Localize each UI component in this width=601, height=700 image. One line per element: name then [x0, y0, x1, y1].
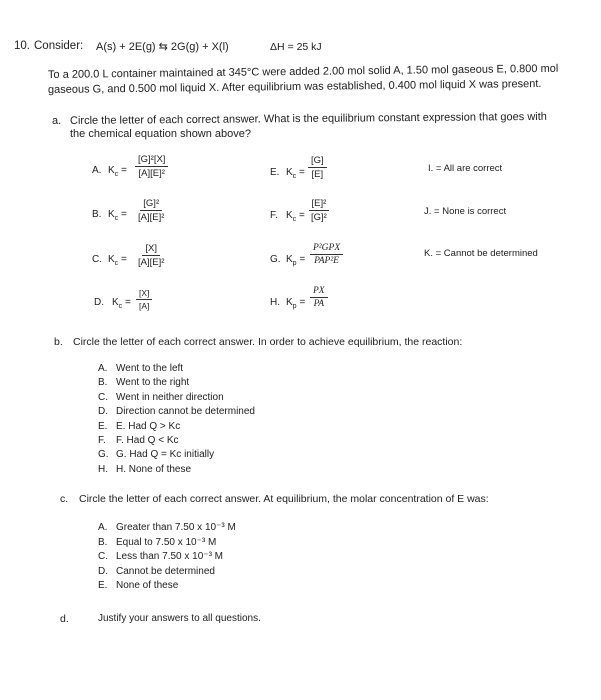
option-e-lhs: $K_c$ = — [286, 167, 305, 180]
enthalpy-value: ΔH = 25 kJ — [270, 41, 322, 53]
part-b-option-d[interactable]: D. Direction cannot be determined — [98, 406, 255, 418]
option-g-denominator: PAP²E — [314, 256, 339, 266]
option-k[interactable] — [424, 248, 538, 259]
option-b-lhs: $K_c$ = — [108, 209, 127, 222]
option-c-letter[interactable]: C. — [92, 254, 102, 265]
option-k-text: = Cannot be determined — [435, 248, 538, 259]
option-a-letter[interactable]: A. — [92, 165, 102, 176]
option-a-denominator: [A][E]² — [138, 168, 165, 179]
part-b-label: b. — [54, 336, 63, 348]
setup-line-1: To a 200.0 L container maintained at 345°C were added 2.00 mol solid A, 1.50 mol gaseous E, 0.800 mol — [47, 62, 559, 81]
option-h-fraction — [310, 286, 328, 309]
part-b-prompt: Circle the letter of each correct answer. In order to achieve equilibrium, the reaction: — [73, 336, 463, 348]
part-b-options — [98, 362, 255, 477]
option-i-letter: I. — [428, 163, 434, 174]
option-j-letter: J. — [424, 206, 432, 217]
option-d-numerator: [X] — [136, 288, 152, 300]
option-b-letter[interactable]: B. — [92, 209, 102, 220]
option-a-numerator: [G]²[X] — [135, 154, 168, 167]
part-a-label: a. — [52, 115, 62, 127]
option-e-numerator: [G] — [308, 155, 327, 168]
part-b-option-f[interactable]: F. F. Had Q < Kc — [98, 435, 179, 447]
reaction-equation: A(s) + 2E(g) ⇆ 2G(g) + X(l) — [96, 41, 229, 53]
question-number: 10. — [14, 40, 30, 52]
option-h-lhs: $K_p$ = — [286, 297, 306, 310]
option-d-letter[interactable]: D. — [94, 297, 104, 308]
option-d-fraction — [136, 288, 152, 311]
part-a-prompt-line-2: the chemical equation shown above? — [70, 128, 252, 140]
part-c-option-e[interactable]: E. None of these — [98, 580, 179, 592]
option-a-lhs: $K_c$ = — [108, 165, 127, 178]
part-d-label: d. — [60, 613, 69, 625]
option-c-denominator: [A][E]² — [138, 257, 165, 268]
option-c-numerator: [X] — [142, 243, 160, 256]
part-b-option-b[interactable]: B. Went to the right — [98, 377, 190, 389]
option-i-text: = All are correct — [435, 163, 503, 174]
setup-line-2: gaseous G, and 0.500 mol liquid X. After equilibrium was established, 0.400 mol liquid X was present. — [47, 77, 542, 96]
option-f-lhs: $K_c$ = — [286, 210, 305, 223]
option-d-lhs: $K_c$ = — [112, 297, 131, 310]
option-f-numerator: [E]² — [309, 198, 330, 211]
part-c-options — [98, 521, 236, 594]
option-b-fraction — [135, 198, 167, 223]
option-j-text: = None is correct — [434, 206, 507, 217]
option-b-numerator: [G]² — [140, 198, 162, 211]
option-h-letter[interactable]: H. — [270, 297, 280, 308]
question-stem-prefix: Consider: — [34, 40, 84, 52]
part-c-option-a[interactable]: A. Greater than 7.50 x 10⁻³ M — [98, 522, 236, 533]
part-c-option-d[interactable]: D. Cannot be determined — [98, 565, 215, 577]
option-h-numerator: PX — [310, 286, 328, 298]
part-c-option-c[interactable]: C. Less than 7.50 x 10⁻³ M — [98, 551, 224, 563]
option-b-denominator: [A][E]² — [138, 212, 165, 223]
option-g-lhs: $K_p$ = — [286, 254, 306, 267]
option-c-lhs: $K_c$ = — [108, 254, 127, 267]
option-e-fraction — [308, 155, 327, 180]
part-b-option-e[interactable]: E. E. Had Q > Kc — [98, 420, 181, 432]
part-b-option-c[interactable]: C. Went in neither direction — [98, 391, 224, 403]
part-a-prompt-line-1: Circle the letter of each correct answer. What is the equilibrium constant expression that goes with — [69, 110, 547, 127]
part-b-option-h[interactable]: H. H. None of these — [98, 463, 192, 475]
option-a-fraction — [135, 154, 168, 179]
option-f-denominator: [G]² — [311, 212, 327, 223]
part-d-text: Justify your answers to all questions. — [98, 613, 261, 624]
option-f-fraction — [308, 198, 330, 223]
option-g-letter[interactable]: G. — [270, 254, 281, 265]
option-k-letter: K. — [424, 248, 433, 259]
option-d-denominator: [A] — [139, 301, 150, 311]
part-c-option-b[interactable]: B. Equal to 7.50 x 10⁻³ M — [98, 536, 217, 548]
option-g-fraction — [310, 243, 343, 266]
option-e-letter[interactable]: E. — [270, 167, 280, 178]
option-c-fraction — [135, 243, 167, 268]
option-f-letter[interactable]: F. — [270, 210, 278, 221]
part-c-label: c. — [60, 493, 69, 505]
option-h-denominator: PA — [313, 299, 324, 309]
option-i[interactable] — [428, 163, 502, 174]
option-e-denominator: [E] — [311, 169, 324, 180]
option-j[interactable] — [424, 206, 506, 217]
part-b-option-a[interactable]: A. Went to the left — [98, 363, 184, 374]
part-b-option-g[interactable]: G. G. Had Q = Kc initially — [98, 449, 215, 461]
part-c-prompt: Circle the letter of each correct answer. At equilibrium, the molar concentration of E was: — [79, 493, 489, 505]
option-g-numerator: P²GPX — [310, 243, 343, 255]
